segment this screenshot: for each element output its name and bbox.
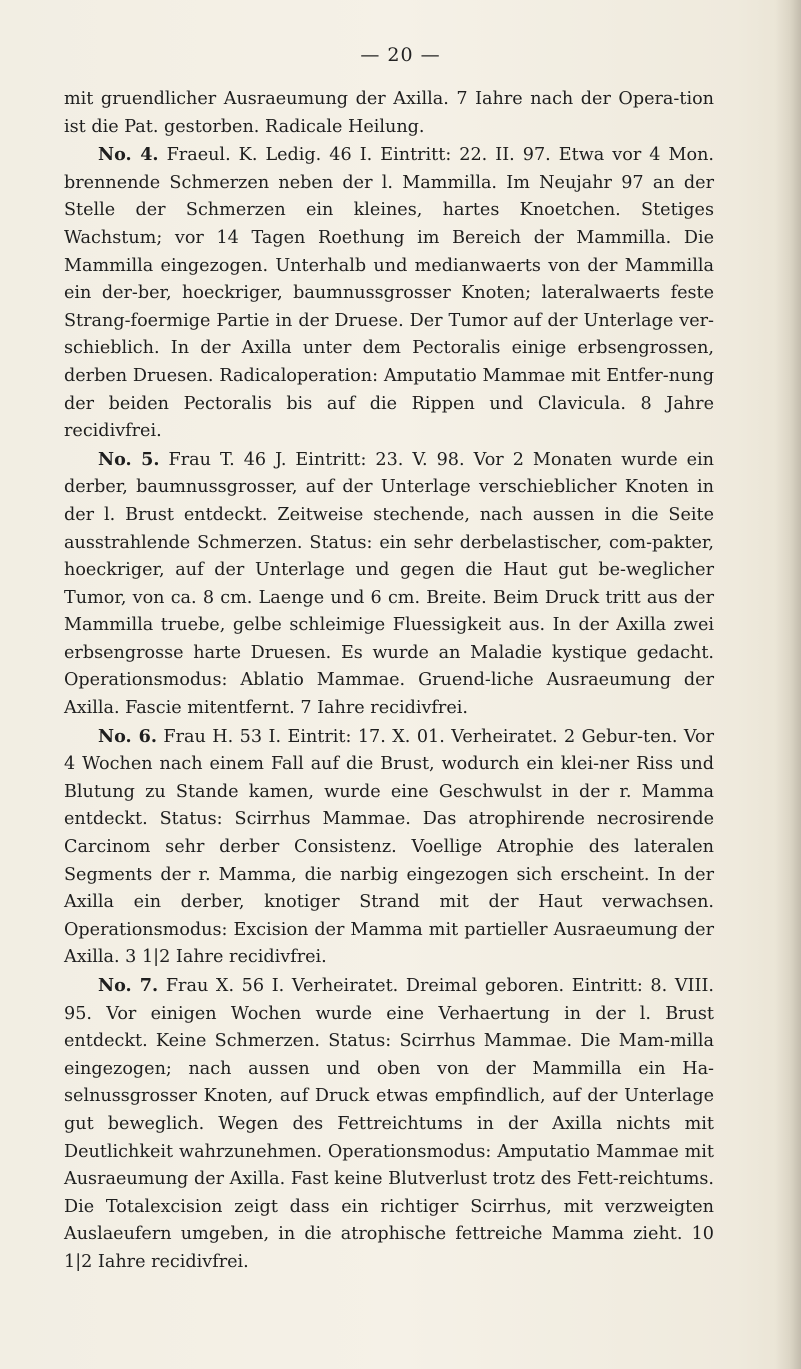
paragraph-continuation (64, 86, 714, 141)
case-number-label: No. 7. (98, 975, 159, 996)
case-text: Frau X. 56 I. Verheiratet. Dreimal geboren. Eintritt: 8. VIII. 95. Vor einigen Wochen wurde eine Verhaertung in der l. Brust entdeckt. Keine Schmerzen. Status: Scirrhus Mammae. Die Mam-milla eingezogen; nach aussen und oben von der Mammilla ein Ha-selnussgrosser Knoten, auf Druck etwas empfindlich, auf der Unterlage gut beweglich. Wegen des Fettreichtums in der Axilla nichts mit Deutlichkeit wahrzunehmen. Operationsmodus: Amputatio Mammae mit Ausraeumung der Axilla. Fast keine Blutverlust trotz des Fett-reichtums. Die Totalexcision zeigt dass ein richtiger Scirrhus, mit verzweigten Auslaeufern umgeben, in die atrophische fettreiche Mamma zieht. 10 1|2 Iahre recidivfrei. (64, 976, 715, 1272)
case-text: Frau T. 46 J. Eintritt: 23. V. 98. Vor 2 Monaten wurde ein derber, baumnussgrosser, auf der Unterlage verschieblicher Knoten in der l. Brust entdeckt. Zeitweise stechende, nach aussen in die Seite ausstrahlende Schmerzen. Status: ein sehr derbelastischer, com-pakter, hoeckriger, auf der Unterlage und gegen die Haut gut be-weglicher Tumor, von ca. 8 cm. Laenge und 6 cm. Breite. Beim Druck tritt aus der Mammilla truebe, gelbe schleimige Fluessigkeit aus. In der Axilla zwei erbsengrosse harte Druesen. Es wurde an Maladie kystique gedacht. Operationsmodus: Ablatio Mammae. Gruend-liche Ausraeumung der Axilla. Fascie mitentfernt. 7 Iahre recidivfrei. (64, 449, 714, 719)
case-paragraph-7 (64, 972, 714, 1277)
case-text: Frau H. 53 I. Eintrit: 17. X. 01. Verheiratet. 2 Gebur-ten. Vor 4 Wochen nach einem Fall auf die Brust, wodurch ein klei-ner Riss und Blutung zu Stande kamen, wurde eine Geschwulst in der r. Mamma entdeckt. Status: Scirrhus Mammae. Das atrophirende necrosirende Carcinom sehr derber Consistenz. Voellige Atrophie des lateralen Segments der r. Mamma, die narbig eingezogen sich erscheint. In der Axilla ein derber, knotiger Strand mit der Haut verwachsen. Operationsmodus: Excision der Mamma mit partieller Ausraeumung der Axilla. 3 1|2 Iahre recidivfrei. (64, 726, 714, 968)
page-number: — 20 — (360, 44, 441, 66)
body-text (64, 86, 714, 1277)
case-text: Fraeul. K. Ledig. 46 I. Eintritt: 22. II. 97. Etwa vor 4 Mon. brennende Schmerzen neben der l. Mammilla. Im Neujahr 97 an der Stelle der Schmerzen ein kleines, hartes Knoetchen. Stetiges Wachstum; vor 14 Tagen Roethung im Bereich der Mammilla. Die Mammilla eingezogen. Unterhalb und medianwaerts von der Mammilla ein der-ber, hoeckriger, baumnussgrosser Knoten; lateralwaerts feste Strang-foermige Partie in der Druese. Der Tumor auf der Unterlage ver-schieblich. In der Axilla unter dem Pectoralis einige erbsengrossen, derben Druesen. Radicaloperation: Amputatio Mammae mit Entfer-nung der beiden Pectoralis bis auf die Rippen und Clavicula. 8 Jahre recidivfrei. (64, 145, 714, 442)
case-paragraph-4 (64, 141, 714, 446)
paragraph-text: mit gruendlicher Ausraeumung der Axilla. 7 Iahre nach der Opera-tion ist die Pat. gestorben. Radicale Heilung. (64, 89, 714, 137)
case-number-label: No. 4. (98, 144, 159, 166)
case-number-label: No. 6. (98, 725, 157, 747)
page-edge-shadow (775, 0, 801, 1369)
case-paragraph-6 (64, 723, 714, 972)
case-paragraph-5 (64, 446, 714, 723)
case-number-label: No. 5. (98, 448, 160, 470)
